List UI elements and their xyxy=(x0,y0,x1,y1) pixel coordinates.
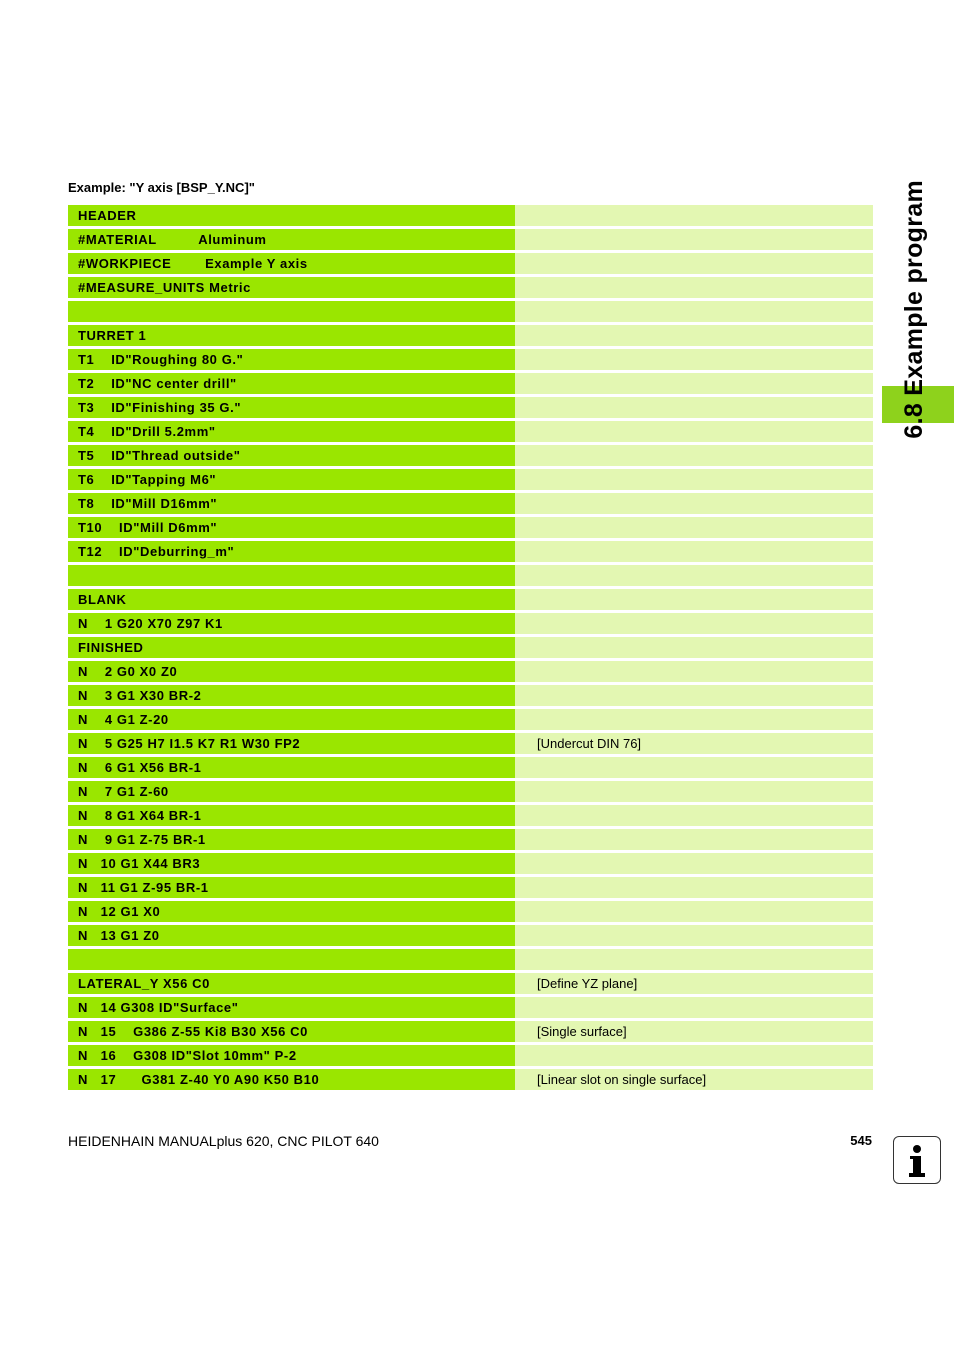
table-row xyxy=(68,877,873,898)
program-code-cell: T5 ID"Thread outside" xyxy=(68,445,515,466)
program-code-cell: T1 ID"Roughing 80 G." xyxy=(68,349,515,370)
example-caption: Example: "Y axis [BSP_Y.NC]" xyxy=(68,180,255,195)
table-row xyxy=(68,253,873,274)
table-row xyxy=(68,757,873,778)
program-code-cell: T3 ID"Finishing 35 G." xyxy=(68,397,515,418)
program-comment-cell xyxy=(515,205,873,226)
program-code-cell: T6 ID"Tapping M6" xyxy=(68,469,515,490)
table-row xyxy=(68,997,873,1018)
table-row xyxy=(68,205,873,226)
program-comment-cell xyxy=(515,541,873,562)
table-row xyxy=(68,277,873,298)
table-row xyxy=(68,421,873,442)
program-code-cell: N 9 G1 Z-75 BR-1 xyxy=(68,829,515,850)
program-comment-cell xyxy=(515,469,873,490)
program-comment-cell xyxy=(515,637,873,658)
table-row xyxy=(68,301,873,322)
program-comment-cell xyxy=(515,781,873,802)
page-number: 545 xyxy=(850,1133,872,1148)
program-code-cell: T2 ID"NC center drill" xyxy=(68,373,515,394)
table-row xyxy=(68,445,873,466)
info-icon xyxy=(893,1136,941,1184)
program-code-cell: N 16 G308 ID"Slot 10mm" P-2 xyxy=(68,1045,515,1066)
program-comment-cell xyxy=(515,373,873,394)
program-comment-cell xyxy=(515,277,873,298)
program-comment-cell xyxy=(515,517,873,538)
table-row xyxy=(68,325,873,346)
section-title xyxy=(897,180,931,442)
program-comment-cell xyxy=(515,877,873,898)
program-code-cell: #MEASURE_UNITS Metric xyxy=(68,277,515,298)
program-code-cell: HEADER xyxy=(68,205,515,226)
program-code-cell: N 6 G1 X56 BR-1 xyxy=(68,757,515,778)
program-code-cell: T8 ID"Mill D16mm" xyxy=(68,493,515,514)
program-comment-cell xyxy=(515,301,873,322)
program-code-cell: N 14 G308 ID"Surface" xyxy=(68,997,515,1018)
program-comment-cell xyxy=(515,445,873,466)
program-code-cell: BLANK xyxy=(68,589,515,610)
program-code-cell: T4 ID"Drill 5.2mm" xyxy=(68,421,515,442)
program-comment-cell: [Undercut DIN 76] xyxy=(515,733,873,754)
program-code-cell: N 1 G20 X70 Z97 K1 xyxy=(68,613,515,634)
program-code-cell: N 8 G1 X64 BR-1 xyxy=(68,805,515,826)
program-code-cell: N 12 G1 X0 xyxy=(68,901,515,922)
program-comment-cell xyxy=(515,997,873,1018)
program-comment-cell xyxy=(515,253,873,274)
program-code-cell: N 4 G1 Z-20 xyxy=(68,709,515,730)
table-row xyxy=(68,565,873,586)
program-code-cell: N 5 G25 H7 I1.5 K7 R1 W30 FP2 xyxy=(68,733,515,754)
program-code-cell xyxy=(68,301,515,322)
program-comment-cell xyxy=(515,349,873,370)
program-comment-cell xyxy=(515,1045,873,1066)
table-row xyxy=(68,805,873,826)
table-row xyxy=(68,613,873,634)
table-row xyxy=(68,709,873,730)
program-comment-cell xyxy=(515,901,873,922)
table-row xyxy=(68,829,873,850)
program-code-cell: LATERAL_Y X56 C0 xyxy=(68,973,515,994)
program-code-cell: N 2 G0 X0 Z0 xyxy=(68,661,515,682)
program-comment-cell: [Single surface] xyxy=(515,1021,873,1042)
program-code-cell: T12 ID"Deburring_m" xyxy=(68,541,515,562)
program-code-cell xyxy=(68,949,515,970)
program-comment-cell xyxy=(515,949,873,970)
program-code-cell: N 13 G1 Z0 xyxy=(68,925,515,946)
program-comment-cell: [Define YZ plane] xyxy=(515,973,873,994)
table-row xyxy=(68,373,873,394)
program-comment-cell xyxy=(515,709,873,730)
program-code-cell: N 10 G1 X44 BR3 xyxy=(68,853,515,874)
table-row xyxy=(68,661,873,682)
table-row xyxy=(68,541,873,562)
program-comment-cell xyxy=(515,565,873,586)
program-code-cell: N 11 G1 Z-95 BR-1 xyxy=(68,877,515,898)
program-comment-cell xyxy=(515,325,873,346)
table-row xyxy=(68,229,873,250)
table-row xyxy=(68,925,873,946)
program-comment-cell xyxy=(515,805,873,826)
program-code-cell: N 17 G381 Z-40 Y0 A90 K50 B10 xyxy=(68,1069,515,1090)
program-table xyxy=(68,205,873,1093)
program-comment-cell xyxy=(515,661,873,682)
section-title-text: 6.8 Example program xyxy=(899,180,928,439)
table-row xyxy=(68,493,873,514)
table-row xyxy=(68,853,873,874)
table-row xyxy=(68,973,873,994)
table-row xyxy=(68,901,873,922)
program-comment-cell xyxy=(515,829,873,850)
program-comment-cell xyxy=(515,853,873,874)
program-comment-cell xyxy=(515,397,873,418)
table-row xyxy=(68,1069,873,1090)
program-code-cell: N 7 G1 Z-60 xyxy=(68,781,515,802)
program-code-cell: T10 ID"Mill D6mm" xyxy=(68,517,515,538)
program-code-cell: #WORKPIECE Example Y axis xyxy=(68,253,515,274)
table-row xyxy=(68,1021,873,1042)
table-row xyxy=(68,469,873,490)
table-row xyxy=(68,637,873,658)
program-comment-cell: [Linear slot on single surface] xyxy=(515,1069,873,1090)
program-comment-cell xyxy=(515,757,873,778)
table-row xyxy=(68,1045,873,1066)
program-code-cell xyxy=(68,565,515,586)
manual-title: HEIDENHAIN MANUALplus 620, CNC PILOT 640 xyxy=(68,1133,379,1149)
table-row xyxy=(68,733,873,754)
program-comment-cell xyxy=(515,493,873,514)
program-comment-cell xyxy=(515,589,873,610)
program-code-cell: FINISHED xyxy=(68,637,515,658)
program-comment-cell xyxy=(515,613,873,634)
table-row xyxy=(68,517,873,538)
table-row xyxy=(68,589,873,610)
table-row xyxy=(68,685,873,706)
program-code-cell: TURRET 1 xyxy=(68,325,515,346)
program-comment-cell xyxy=(515,421,873,442)
program-comment-cell xyxy=(515,925,873,946)
program-code-cell: N 3 G1 X30 BR-2 xyxy=(68,685,515,706)
table-row xyxy=(68,397,873,418)
table-row xyxy=(68,349,873,370)
program-code-cell: N 15 G386 Z-55 Ki8 B30 X56 C0 xyxy=(68,1021,515,1042)
table-row xyxy=(68,781,873,802)
program-code-cell: #MATERIAL Aluminum xyxy=(68,229,515,250)
program-comment-cell xyxy=(515,685,873,706)
table-row xyxy=(68,949,873,970)
program-comment-cell xyxy=(515,229,873,250)
